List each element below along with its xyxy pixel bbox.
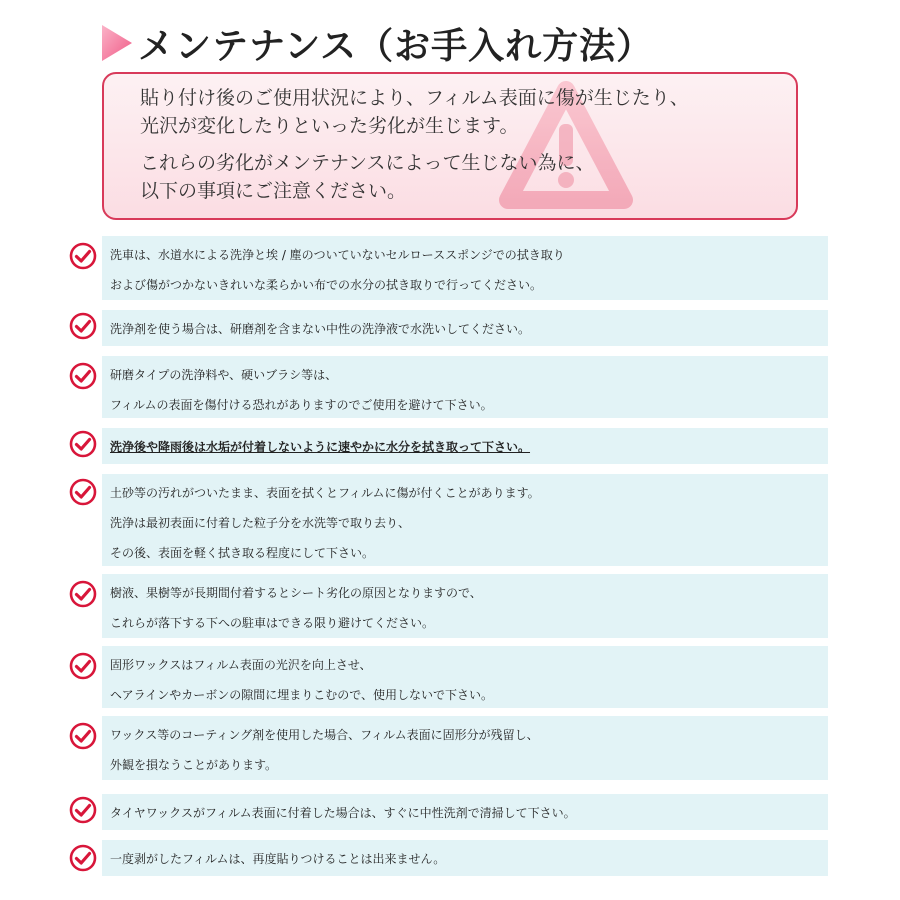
check-circle-icon [69, 478, 97, 506]
list-item [102, 794, 828, 830]
notice-line: 以下の事項にご注意ください。 [140, 180, 407, 202]
page-title: メンテナンス（お手入れ方法） [138, 25, 654, 67]
list-item-line: これらが落下する下への駐車はできる限り避けてください。 [110, 616, 435, 630]
list-item-line: ワックス等のコーティング剤を使用した場合、フィルム表面に固形分が残留し、 [110, 728, 539, 742]
check-circle-icon [69, 430, 97, 458]
list-item-line: フィルムの表面を傷付ける恐れがありますのでご使用を避けて下さい。 [110, 398, 493, 412]
list-item-line: ヘアラインやカーボンの隙間に埋まりこむので、使用しないで下さい。 [110, 688, 494, 702]
list-item-line: 洗車は、水道水による洗浄と埃 / 塵のついていないセルローススポンジでの拭き取り [110, 248, 565, 262]
list-item [102, 716, 828, 780]
check-circle-icon [69, 844, 97, 872]
list-item-line: 樹液、果樹等が長期間付着するとシート劣化の原因となりますので、 [110, 586, 482, 600]
check-circle-icon [69, 362, 97, 390]
list-item [102, 574, 828, 638]
list-item-line: 洗浄は最初表面に付着した粒子分を水洗等で取り去り、 [110, 516, 411, 530]
list-item [102, 310, 828, 346]
check-circle-icon [69, 722, 97, 750]
list-item-emphasis [102, 428, 828, 464]
list-item [102, 356, 828, 418]
notice-line: 光沢が変化したりといった劣化が生じます。 [140, 115, 519, 137]
notice-line: これらの劣化がメンテナンスによって生じない為に、 [140, 152, 595, 174]
list-item-line: 研磨タイプの洗浄料や、硬いブラシ等は、 [110, 368, 338, 382]
list-item [102, 646, 828, 708]
check-circle-icon [69, 242, 97, 270]
check-circle-icon [69, 312, 97, 340]
list-item-line: 洗浄後や降雨後は水垢が付着しないように速やかに水分を拭き取って下さい。 [110, 440, 531, 454]
notice-line: 貼り付け後のご使用状況により、フィルム表面に傷が生じたり、 [140, 87, 689, 109]
list-item-line: 土砂等の汚れがついたまま、表面を拭くとフィルムに傷が付くことがあります。 [110, 486, 540, 500]
check-circle-icon [69, 652, 97, 680]
list-item [102, 840, 828, 876]
list-item-line: 洗浄剤を使う場合は、研磨剤を含まない中性の洗浄液で水洗いしてください。 [110, 322, 531, 336]
list-item-line: 外観を損なうことがあります。 [110, 758, 278, 772]
list-item [102, 236, 828, 300]
list-item-line: その後、表面を軽く拭き取る程度にして下さい。 [110, 546, 375, 560]
list-item-line: 固形ワックスはフィルム表面の光沢を向上させ、 [110, 658, 372, 672]
list-item-line: および傷がつかないきれいな柔らかい布での水分の拭き取りで行ってください。 [110, 278, 543, 292]
list-item [102, 474, 828, 566]
check-circle-icon [69, 796, 97, 824]
check-circle-icon [69, 580, 97, 608]
list-item-line: タイヤワックスがフィルム表面に付着した場合は、すぐに中性洗剤で清掃して下さい。 [110, 806, 576, 820]
list-item-line: 一度剥がしたフィルムは、再度貼りつけることは出来ません。 [110, 852, 446, 866]
